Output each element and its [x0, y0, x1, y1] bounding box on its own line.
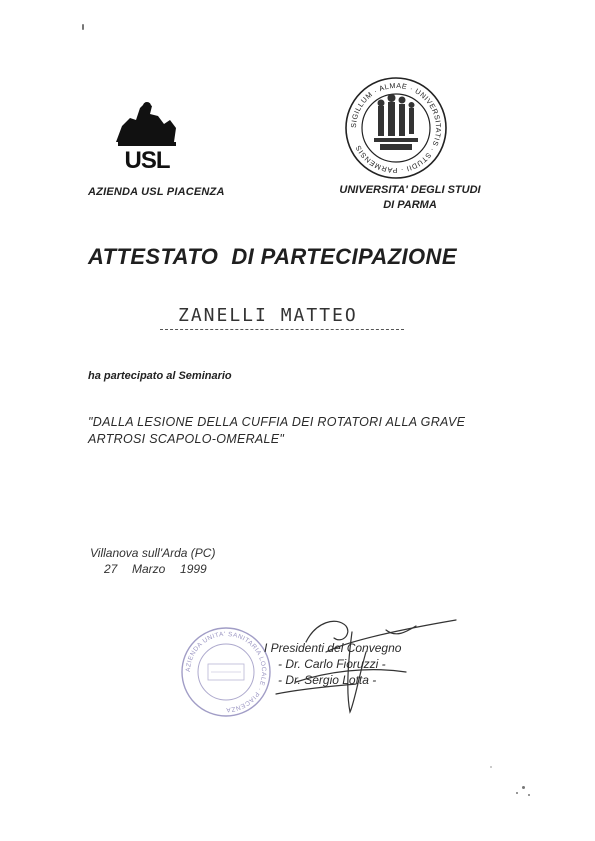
svg-text:SIGILLUM · ALMAE · UNIVERSITAT — [349, 81, 443, 175]
left-institution-caption: AZIENDA USL PIACENZA — [88, 186, 225, 198]
seal-text: SIGILLUM · ALMAE · UNIVERSITATIS · STUDII · PARMENSIS — [348, 80, 444, 176]
usl-logo-icon — [112, 98, 182, 172]
name-underline — [160, 329, 404, 330]
participant-name: ZANELLI MATTEO — [178, 305, 358, 326]
event-place: Villanova sull'Arda (PC) — [90, 546, 216, 560]
signatory-2: - Dr. Sergio Lotta - — [278, 673, 377, 687]
certificate-title: ATTESTATO DI PARTECIPAZIONE — [88, 244, 457, 269]
scan-speck — [516, 792, 518, 794]
signatories-heading: I Presidenti del Convegno — [264, 641, 402, 655]
scan-speck — [528, 794, 530, 796]
university-seal-icon — [344, 76, 448, 180]
participation-intro: ha partecipato al Seminario — [88, 370, 232, 382]
right-institution-caption — [320, 183, 500, 213]
svg-text:USL: USL — [124, 147, 170, 172]
seminar-title — [88, 414, 528, 448]
scan-speck — [490, 766, 492, 768]
seminar-title-line2: ARTROSI SCAPOLO-OMERALE" — [88, 432, 285, 446]
uni-caption-line2: DI PARMA — [383, 199, 437, 211]
uni-caption-line1: UNIVERSITA' DEGLI STUDI — [339, 184, 481, 196]
signatories-block — [264, 640, 401, 688]
scan-speck — [522, 786, 525, 789]
participant-name-field — [160, 305, 404, 333]
event-date: 27 Marzo 1999 — [104, 562, 207, 576]
seminar-title-line1: "DALLA LESIONE DELLA CUFFIA DEI ROTATORI ALLA GRAVE — [88, 415, 466, 429]
scan-speck — [82, 24, 84, 30]
signatory-1: - Dr. Carlo Fioruzzi - — [278, 657, 386, 671]
stamp-text: AZIENDA UNITA' SANITARIA LOCALE · PIACENZA — [184, 630, 268, 714]
